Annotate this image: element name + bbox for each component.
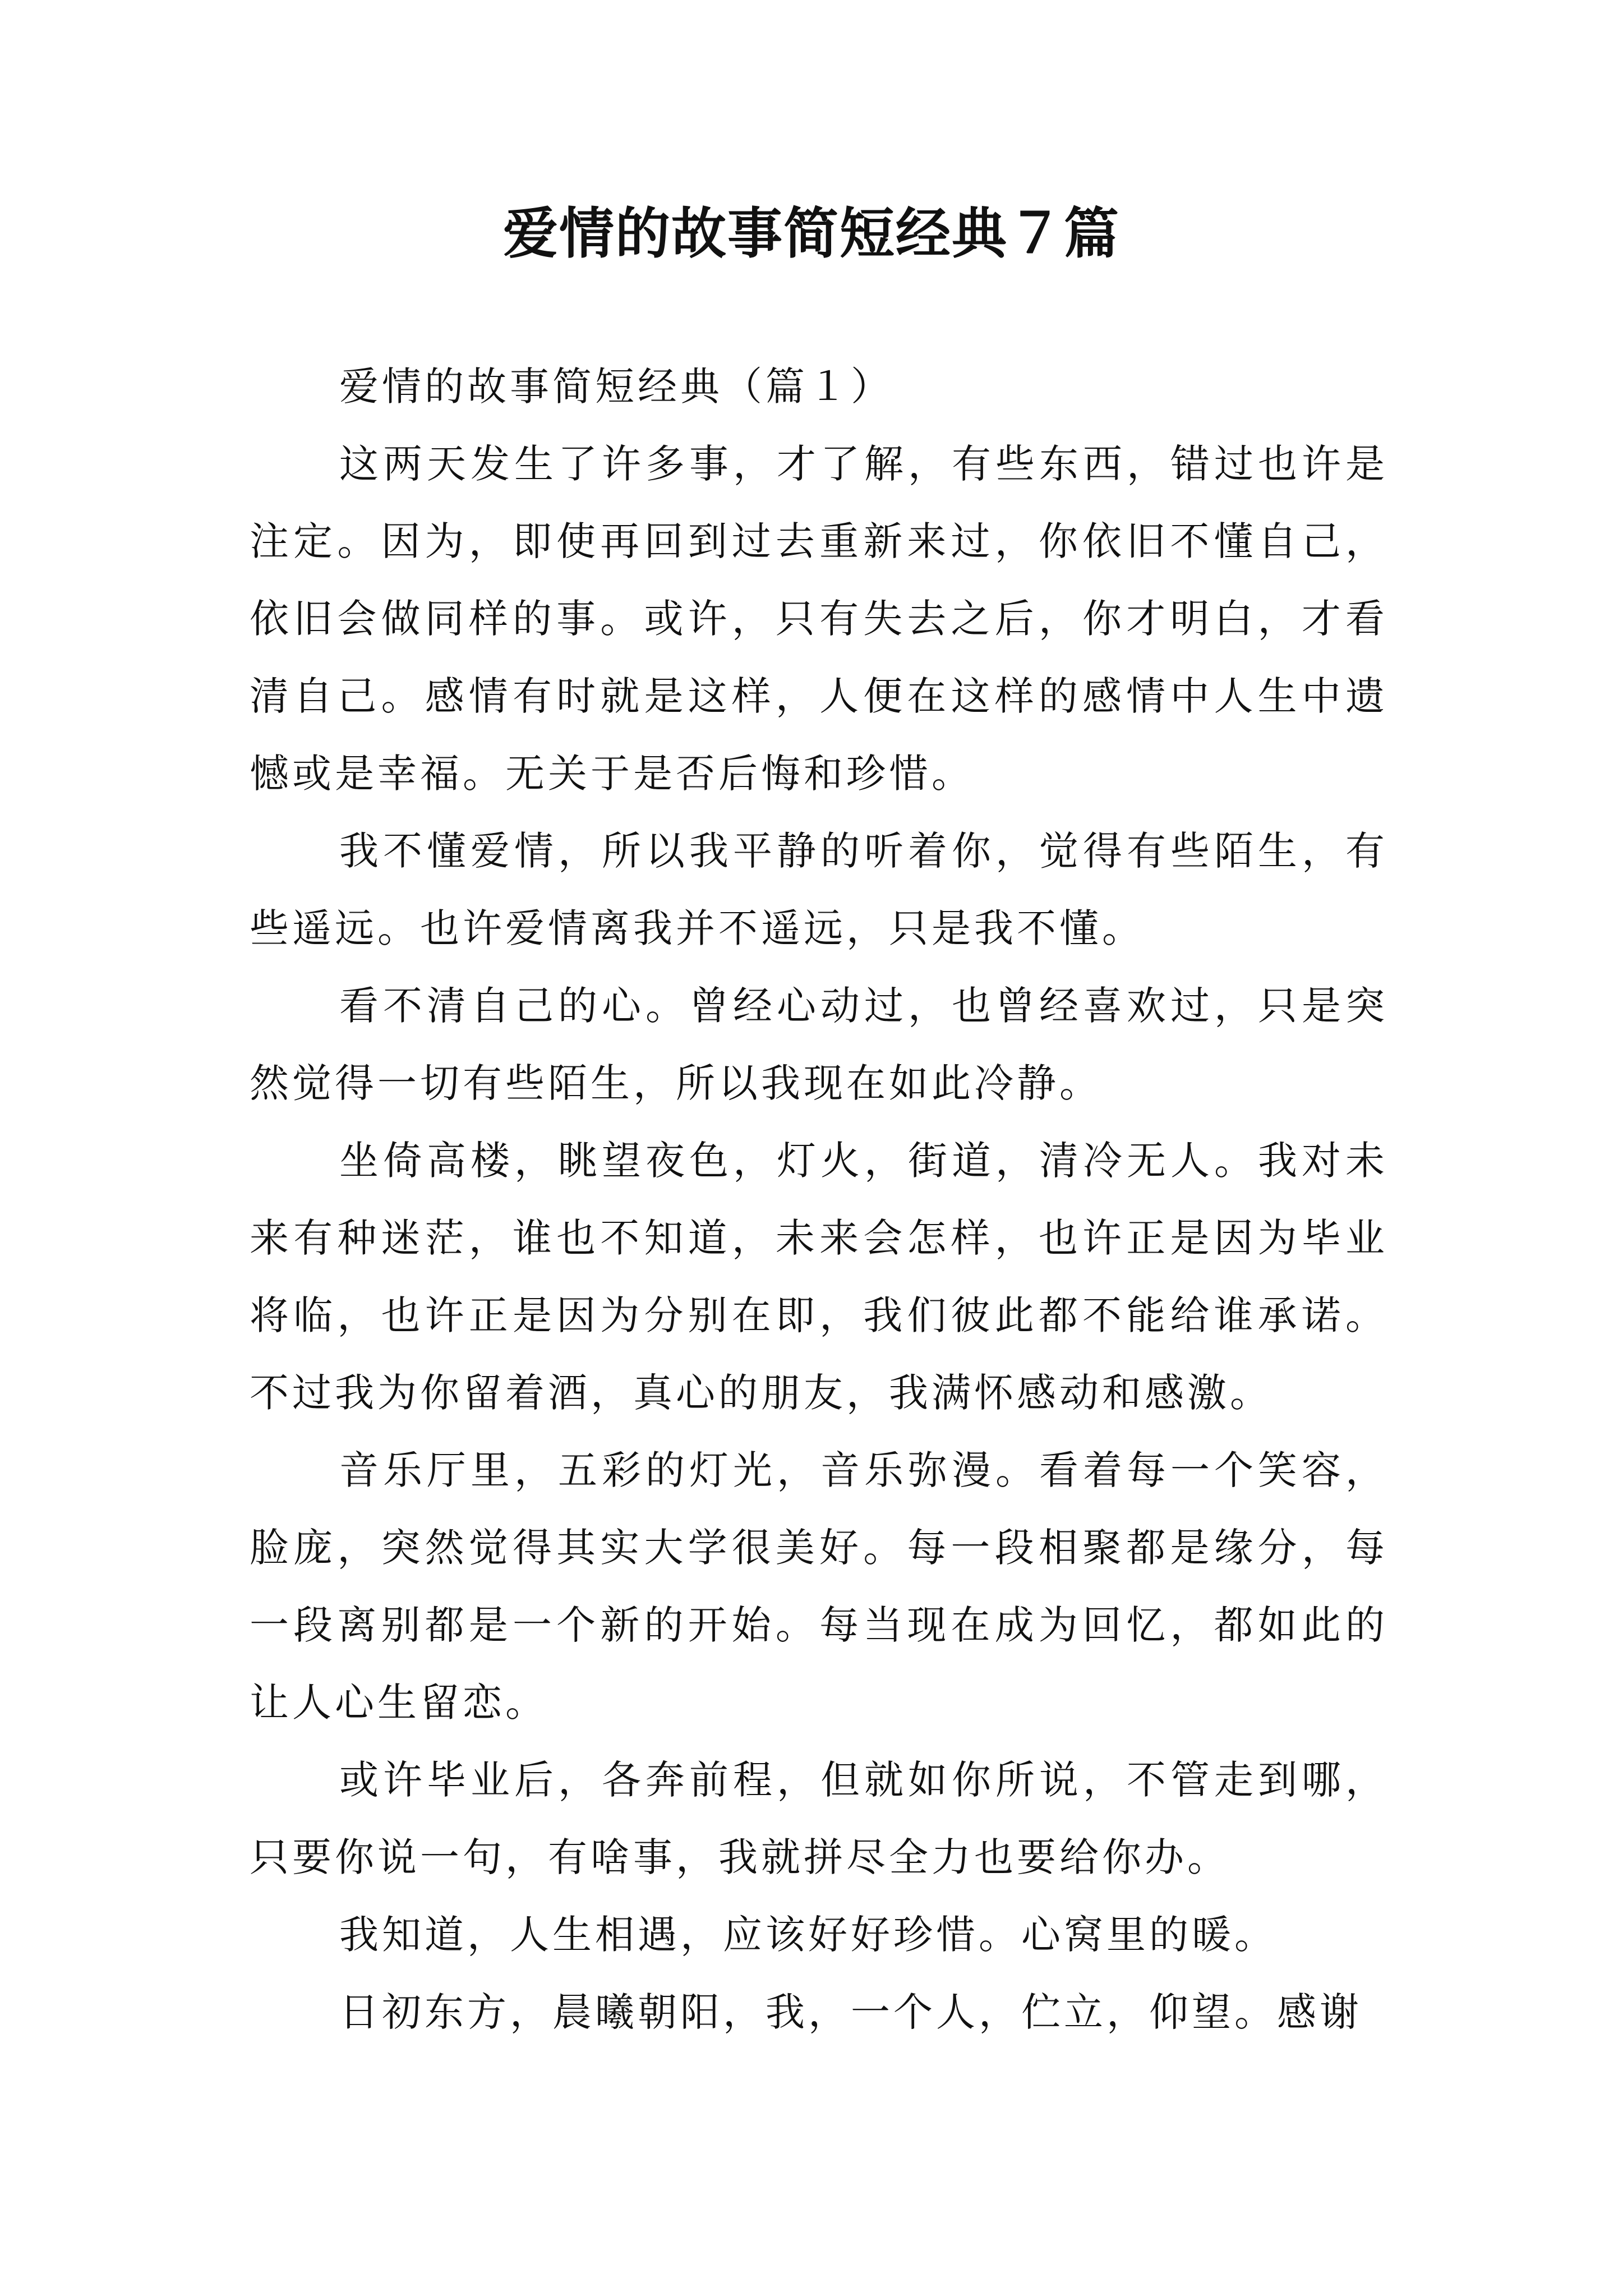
paragraph: 音乐厅里，五彩的灯光，音乐弥漫。看着每一个笑容，脸庞，突然觉得其实大学很美好。每一段相聚都是缘分，每一段离别都是一个新的开始。每当现在成为回忆，都如此的让人心生留恋。 xyxy=(250,1447,1388,1726)
paragraph: 我不懂爱情，所以我平静的听着你，觉得有些陌生，有些遥远。也许爱情离我并不遥远，只是我不懂。 xyxy=(250,828,1388,951)
paragraph: 看不清自己的心。曾经心动过，也曾经喜欢过，只是突然觉得一切有些陌生，所以我现在如此冷静。 xyxy=(250,983,1388,1106)
paragraph: 我知道，人生相遇，应该好好珍惜。心窝里的暖。 xyxy=(339,1912,1277,1958)
paragraph: 日初东方，晨曦朝阳，我，一个人，伫立，仰望。感谢 xyxy=(339,1989,1362,2035)
section-heading: 爱情的故事简短经典（篇１） xyxy=(339,364,893,409)
paragraph: 坐倚高楼，眺望夜色，灯火，街道，清冷无人。我对未来有种迷茫，谁也不知道，未来会怎样，也许正是因为毕业将临，也许正是因为分别在即，我们彼此都不能给谁承诺。不过我为你留着酒，真心的朋友，我满怀感动和感激。 xyxy=(250,1138,1388,1416)
paragraph: 这两天发生了许多事，才了解，有些东西，错过也许是注定。因为，即使再回到过去重新来过，你依旧不懂自己，依旧会做同样的事。或许，只有失去之后，你才明白，才看清自己。感情有时就是这样，人便在这样的感情中人生中遗憾或是幸福。无关于是否后悔和珍惜。 xyxy=(250,441,1388,797)
paragraph: 或许毕业后，各奔前程，但就如你所说，不管走到哪，只要你说一句，有啥事，我就拼尽全力也要给你办。 xyxy=(250,1757,1388,1880)
document-title: 爱情的故事简短经典７篇 xyxy=(502,201,1120,266)
document-body xyxy=(250,348,1388,2051)
